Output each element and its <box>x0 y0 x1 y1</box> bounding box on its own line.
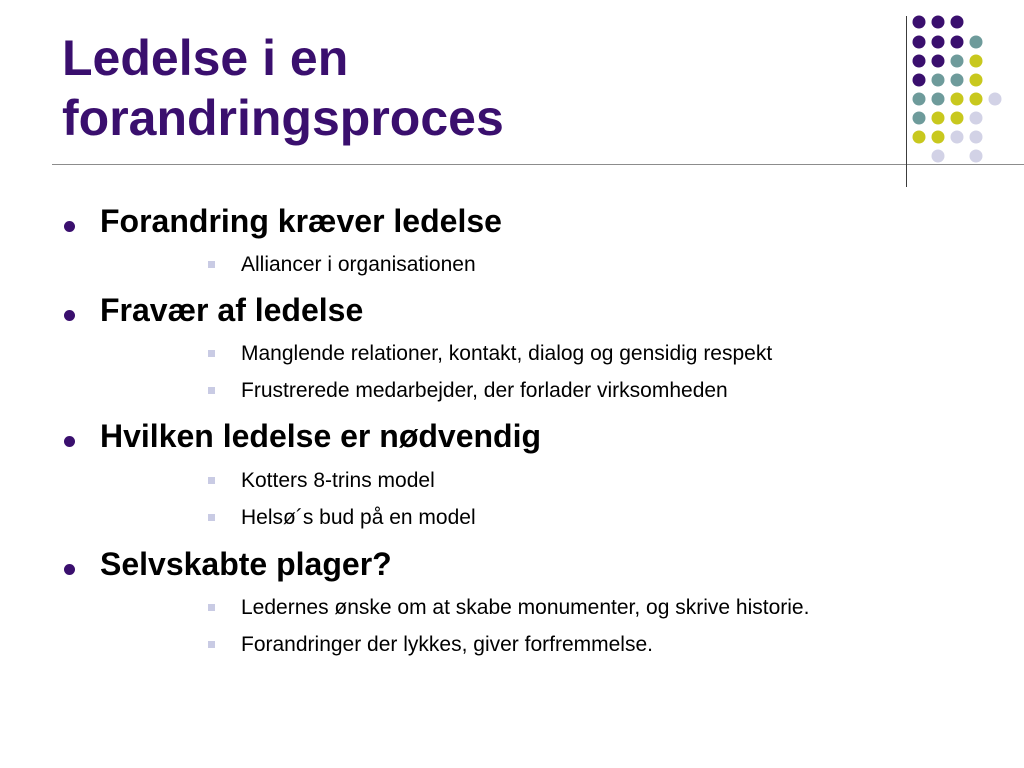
sub-bullet-item: Alliancer i organisationen <box>241 253 476 276</box>
sub-bullet-marker <box>208 387 215 394</box>
bullet-item: Fravær af ledelse <box>100 292 364 328</box>
sub-bullet-item: Ledernes ønske om at skabe monumenter, og skrive historie. <box>241 596 810 619</box>
sub-bullet-item: Helsø´s bud på en model <box>241 506 476 529</box>
bullet-dot <box>64 564 75 575</box>
sub-bullet-item: Manglende relationer, kontakt, dialog og gensidig respekt <box>241 342 773 365</box>
slide-title-line-1: Ledelse i en <box>62 30 349 86</box>
sub-bullet-item: Frustrerede medarbejder, der forlader virksomheden <box>241 379 728 402</box>
bullet-dot <box>64 310 75 321</box>
sub-bullet-marker <box>208 350 215 357</box>
bullet-dot <box>64 221 75 232</box>
bullet-item: Selvskabte plager? <box>100 546 392 582</box>
sub-bullet-marker <box>208 477 215 484</box>
slide-title-line-2: forandringsproces <box>62 90 504 146</box>
sub-bullet-item: Kotters 8-trins model <box>241 469 435 492</box>
sub-bullet-marker <box>208 641 215 648</box>
bullet-item: Hvilken ledelse er nødvendig <box>100 418 542 454</box>
sub-bullet-marker <box>208 514 215 521</box>
sub-bullet-item: Forandringer der lykkes, giver forfremmelse. <box>241 633 653 656</box>
sub-bullet-marker <box>208 261 215 268</box>
sub-bullet-marker <box>208 604 215 611</box>
bullet-item: Forandring kræver ledelse <box>100 203 502 239</box>
bullet-dot <box>64 436 75 447</box>
